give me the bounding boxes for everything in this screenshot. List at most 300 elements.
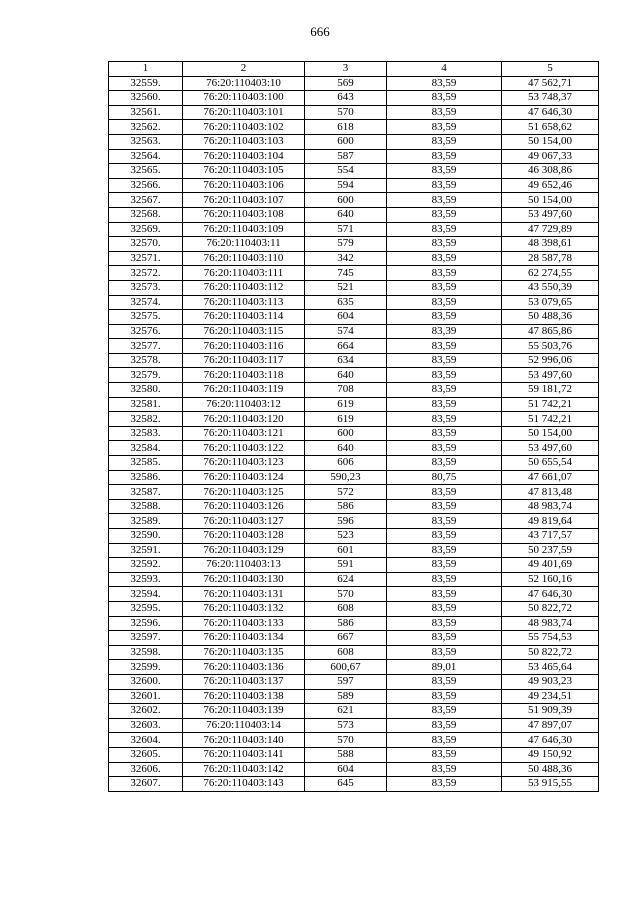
table-row xyxy=(109,747,599,762)
cadastral-number-cell: 76:20:110403:130 xyxy=(183,572,305,587)
row-number-cell: 32579. xyxy=(109,368,183,383)
cadastral-number-cell: 76:20:110403:127 xyxy=(183,514,305,529)
row-number-cell: 32602. xyxy=(109,704,183,719)
area-cell: 640 xyxy=(305,441,387,456)
rate-cell: 83,59 xyxy=(387,645,502,660)
area-cell: 591 xyxy=(305,558,387,573)
row-number-cell: 32598. xyxy=(109,645,183,660)
row-number-cell: 32590. xyxy=(109,529,183,544)
row-number-cell: 32586. xyxy=(109,470,183,485)
area-cell: 570 xyxy=(305,733,387,748)
amount-cell: 48 983,74 xyxy=(502,499,599,514)
row-number-cell: 32570. xyxy=(109,237,183,252)
amount-cell: 59 181,72 xyxy=(502,383,599,398)
table-row xyxy=(109,368,599,383)
table-row xyxy=(109,660,599,675)
row-number-cell: 32581. xyxy=(109,397,183,412)
amount-cell: 47 646,30 xyxy=(502,587,599,602)
amount-cell: 49 234,51 xyxy=(502,689,599,704)
cadastral-number-cell: 76:20:110403:125 xyxy=(183,485,305,500)
amount-cell: 46 308,86 xyxy=(502,164,599,179)
cadastral-number-cell: 76:20:110403:126 xyxy=(183,499,305,514)
table-row xyxy=(109,616,599,631)
row-number-cell: 32578. xyxy=(109,353,183,368)
row-number-cell: 32560. xyxy=(109,91,183,106)
rate-cell: 83,59 xyxy=(387,251,502,266)
table-row xyxy=(109,470,599,485)
area-cell: 572 xyxy=(305,485,387,500)
table-row xyxy=(109,193,599,208)
amount-cell: 49 819,64 xyxy=(502,514,599,529)
amount-cell: 50 822,72 xyxy=(502,645,599,660)
area-cell: 571 xyxy=(305,222,387,237)
row-number-cell: 32592. xyxy=(109,558,183,573)
cadastral-number-cell: 76:20:110403:134 xyxy=(183,631,305,646)
table-row xyxy=(109,485,599,500)
rate-cell: 83,59 xyxy=(387,718,502,733)
rate-cell: 83,59 xyxy=(387,733,502,748)
amount-cell: 50 154,00 xyxy=(502,426,599,441)
area-cell: 587 xyxy=(305,149,387,164)
cadastral-number-cell: 76:20:110403:121 xyxy=(183,426,305,441)
column-header: 1 xyxy=(109,62,183,77)
table-row xyxy=(109,412,599,427)
rate-cell: 83,59 xyxy=(387,762,502,777)
table-row xyxy=(109,120,599,135)
cadastral-number-cell: 76:20:110403:114 xyxy=(183,310,305,325)
amount-cell: 50 655,54 xyxy=(502,456,599,471)
amount-cell: 47 646,30 xyxy=(502,733,599,748)
cadastral-number-cell: 76:20:110403:112 xyxy=(183,280,305,295)
rate-cell: 83,59 xyxy=(387,514,502,529)
row-number-cell: 32572. xyxy=(109,266,183,281)
area-cell: 608 xyxy=(305,645,387,660)
rate-cell: 83,59 xyxy=(387,295,502,310)
area-cell: 569 xyxy=(305,76,387,91)
rate-cell: 83,59 xyxy=(387,601,502,616)
area-cell: 621 xyxy=(305,704,387,719)
row-number-cell: 32605. xyxy=(109,747,183,762)
row-number-cell: 32589. xyxy=(109,514,183,529)
amount-cell: 53 497,60 xyxy=(502,368,599,383)
row-number-cell: 32584. xyxy=(109,441,183,456)
row-number-cell: 32591. xyxy=(109,543,183,558)
amount-cell: 49 903,23 xyxy=(502,674,599,689)
table-row xyxy=(109,310,599,325)
rate-cell: 83,59 xyxy=(387,747,502,762)
row-number-cell: 32597. xyxy=(109,631,183,646)
cadastral-number-cell: 76:20:110403:131 xyxy=(183,587,305,602)
area-cell: 606 xyxy=(305,456,387,471)
cadastral-number-cell: 76:20:110403:119 xyxy=(183,383,305,398)
table-row xyxy=(109,777,599,792)
amount-cell: 49 652,46 xyxy=(502,178,599,193)
row-number-cell: 32594. xyxy=(109,587,183,602)
cadastral-number-cell: 76:20:110403:137 xyxy=(183,674,305,689)
table-row xyxy=(109,324,599,339)
amount-cell: 50 154,00 xyxy=(502,193,599,208)
cadastral-number-cell: 76:20:110403:129 xyxy=(183,543,305,558)
rate-cell: 83,59 xyxy=(387,426,502,441)
cadastral-number-cell: 76:20:110403:120 xyxy=(183,412,305,427)
table-row xyxy=(109,426,599,441)
area-cell: 604 xyxy=(305,762,387,777)
table-row xyxy=(109,718,599,733)
amount-cell: 51 909,39 xyxy=(502,704,599,719)
table-row xyxy=(109,689,599,704)
amount-cell: 51 742,21 xyxy=(502,397,599,412)
rate-cell: 83,59 xyxy=(387,310,502,325)
area-cell: 523 xyxy=(305,529,387,544)
rate-cell: 83,59 xyxy=(387,91,502,106)
row-number-cell: 32575. xyxy=(109,310,183,325)
area-cell: 590,23 xyxy=(305,470,387,485)
table-row xyxy=(109,456,599,471)
area-cell: 600 xyxy=(305,134,387,149)
row-number-cell: 32565. xyxy=(109,164,183,179)
rate-cell: 83,59 xyxy=(387,178,502,193)
row-number-cell: 32588. xyxy=(109,499,183,514)
row-number-cell: 32580. xyxy=(109,383,183,398)
table-row xyxy=(109,266,599,281)
data-table xyxy=(108,61,599,792)
rate-cell: 83,59 xyxy=(387,689,502,704)
area-cell: 596 xyxy=(305,514,387,529)
table-header xyxy=(109,62,599,77)
amount-cell: 49 401,69 xyxy=(502,558,599,573)
rate-cell: 83,59 xyxy=(387,485,502,500)
area-cell: 667 xyxy=(305,631,387,646)
row-number-cell: 32601. xyxy=(109,689,183,704)
table-row xyxy=(109,383,599,398)
rate-cell: 83,59 xyxy=(387,353,502,368)
rate-cell: 83,59 xyxy=(387,558,502,573)
amount-cell: 55 754,53 xyxy=(502,631,599,646)
cadastral-number-cell: 76:20:110403:138 xyxy=(183,689,305,704)
table-row xyxy=(109,733,599,748)
amount-cell: 51 658,62 xyxy=(502,120,599,135)
area-cell: 521 xyxy=(305,280,387,295)
rate-cell: 83,59 xyxy=(387,76,502,91)
rate-cell: 89,01 xyxy=(387,660,502,675)
rate-cell: 83,59 xyxy=(387,193,502,208)
rate-cell: 83,59 xyxy=(387,631,502,646)
cadastral-number-cell: 76:20:110403:109 xyxy=(183,222,305,237)
cadastral-number-cell: 76:20:110403:115 xyxy=(183,324,305,339)
table-row xyxy=(109,704,599,719)
cadastral-number-cell: 76:20:110403:13 xyxy=(183,558,305,573)
table-row xyxy=(109,149,599,164)
row-number-cell: 32564. xyxy=(109,149,183,164)
table-row xyxy=(109,572,599,587)
rate-cell: 83,59 xyxy=(387,543,502,558)
rate-cell: 83,59 xyxy=(387,149,502,164)
cadastral-number-cell: 76:20:110403:139 xyxy=(183,704,305,719)
row-number-cell: 32593. xyxy=(109,572,183,587)
row-number-cell: 32582. xyxy=(109,412,183,427)
cadastral-number-cell: 76:20:110403:132 xyxy=(183,601,305,616)
amount-cell: 48 398,61 xyxy=(502,237,599,252)
rate-cell: 83,59 xyxy=(387,134,502,149)
table-row xyxy=(109,631,599,646)
table-row xyxy=(109,645,599,660)
rate-cell: 83,59 xyxy=(387,499,502,514)
area-cell: 604 xyxy=(305,310,387,325)
table-row xyxy=(109,164,599,179)
area-cell: 708 xyxy=(305,383,387,398)
cadastral-number-cell: 76:20:110403:122 xyxy=(183,441,305,456)
cadastral-number-cell: 76:20:110403:111 xyxy=(183,266,305,281)
area-cell: 594 xyxy=(305,178,387,193)
row-number-cell: 32559. xyxy=(109,76,183,91)
row-number-cell: 32607. xyxy=(109,777,183,792)
cadastral-number-cell: 76:20:110403:12 xyxy=(183,397,305,412)
area-cell: 643 xyxy=(305,91,387,106)
cadastral-number-cell: 76:20:110403:142 xyxy=(183,762,305,777)
cadastral-number-cell: 76:20:110403:105 xyxy=(183,164,305,179)
cadastral-number-cell: 76:20:110403:14 xyxy=(183,718,305,733)
rate-cell: 83,59 xyxy=(387,456,502,471)
area-cell: 640 xyxy=(305,207,387,222)
area-cell: 570 xyxy=(305,587,387,602)
cadastral-number-cell: 76:20:110403:136 xyxy=(183,660,305,675)
area-cell: 600 xyxy=(305,426,387,441)
row-number-cell: 32571. xyxy=(109,251,183,266)
row-number-cell: 32583. xyxy=(109,426,183,441)
table-row xyxy=(109,134,599,149)
cadastral-number-cell: 76:20:110403:103 xyxy=(183,134,305,149)
amount-cell: 50 488,36 xyxy=(502,762,599,777)
row-number-cell: 32573. xyxy=(109,280,183,295)
rate-cell: 83,59 xyxy=(387,572,502,587)
cadastral-number-cell: 76:20:110403:133 xyxy=(183,616,305,631)
area-cell: 573 xyxy=(305,718,387,733)
row-number-cell: 32562. xyxy=(109,120,183,135)
area-cell: 624 xyxy=(305,572,387,587)
amount-cell: 47 562,71 xyxy=(502,76,599,91)
amount-cell: 47 897,07 xyxy=(502,718,599,733)
amount-cell: 52 160,16 xyxy=(502,572,599,587)
header-row xyxy=(109,62,599,77)
table-row xyxy=(109,441,599,456)
area-cell: 640 xyxy=(305,368,387,383)
table-row xyxy=(109,529,599,544)
cadastral-number-cell: 76:20:110403:110 xyxy=(183,251,305,266)
cadastral-number-cell: 76:20:110403:116 xyxy=(183,339,305,354)
table-row xyxy=(109,514,599,529)
row-number-cell: 32596. xyxy=(109,616,183,631)
cadastral-number-cell: 76:20:110403:113 xyxy=(183,295,305,310)
rate-cell: 83,59 xyxy=(387,777,502,792)
table-row xyxy=(109,339,599,354)
amount-cell: 47 729,89 xyxy=(502,222,599,237)
area-cell: 608 xyxy=(305,601,387,616)
rate-cell: 83,59 xyxy=(387,587,502,602)
row-number-cell: 32603. xyxy=(109,718,183,733)
rate-cell: 83,59 xyxy=(387,222,502,237)
amount-cell: 47 813,48 xyxy=(502,485,599,500)
row-number-cell: 32574. xyxy=(109,295,183,310)
cadastral-number-cell: 76:20:110403:128 xyxy=(183,529,305,544)
amount-cell: 50 154,00 xyxy=(502,134,599,149)
table-row xyxy=(109,76,599,91)
row-number-cell: 32567. xyxy=(109,193,183,208)
amount-cell: 43 550,39 xyxy=(502,280,599,295)
area-cell: 600 xyxy=(305,193,387,208)
area-cell: 635 xyxy=(305,295,387,310)
amount-cell: 50 237,59 xyxy=(502,543,599,558)
cadastral-number-cell: 76:20:110403:10 xyxy=(183,76,305,91)
amount-cell: 53 748,37 xyxy=(502,91,599,106)
amount-cell: 62 274,55 xyxy=(502,266,599,281)
table-row xyxy=(109,207,599,222)
rate-cell: 83,59 xyxy=(387,237,502,252)
row-number-cell: 32563. xyxy=(109,134,183,149)
area-cell: 589 xyxy=(305,689,387,704)
table-row xyxy=(109,674,599,689)
area-cell: 588 xyxy=(305,747,387,762)
area-cell: 554 xyxy=(305,164,387,179)
table-row xyxy=(109,280,599,295)
cadastral-number-cell: 76:20:110403:101 xyxy=(183,105,305,120)
column-header: 3 xyxy=(305,62,387,77)
table-row xyxy=(109,587,599,602)
rate-cell: 83,59 xyxy=(387,616,502,631)
amount-cell: 47 865,86 xyxy=(502,324,599,339)
cadastral-number-cell: 76:20:110403:11 xyxy=(183,237,305,252)
rate-cell: 83,59 xyxy=(387,529,502,544)
cadastral-number-cell: 76:20:110403:107 xyxy=(183,193,305,208)
table-row xyxy=(109,762,599,777)
row-number-cell: 32561. xyxy=(109,105,183,120)
row-number-cell: 32568. xyxy=(109,207,183,222)
cadastral-number-cell: 76:20:110403:102 xyxy=(183,120,305,135)
amount-cell: 53 079,65 xyxy=(502,295,599,310)
row-number-cell: 32585. xyxy=(109,456,183,471)
column-header: 2 xyxy=(183,62,305,77)
rate-cell: 83,59 xyxy=(387,412,502,427)
cadastral-number-cell: 76:20:110403:135 xyxy=(183,645,305,660)
cadastral-number-cell: 76:20:110403:118 xyxy=(183,368,305,383)
cadastral-number-cell: 76:20:110403:117 xyxy=(183,353,305,368)
amount-cell: 53 915,55 xyxy=(502,777,599,792)
cadastral-number-cell: 76:20:110403:143 xyxy=(183,777,305,792)
table-row xyxy=(109,397,599,412)
rate-cell: 83,59 xyxy=(387,280,502,295)
area-cell: 645 xyxy=(305,777,387,792)
rate-cell: 83,59 xyxy=(387,383,502,398)
area-cell: 634 xyxy=(305,353,387,368)
area-cell: 574 xyxy=(305,324,387,339)
amount-cell: 53 497,60 xyxy=(502,207,599,222)
row-number-cell: 32600. xyxy=(109,674,183,689)
table-body xyxy=(109,76,599,791)
row-number-cell: 32599. xyxy=(109,660,183,675)
cadastral-number-cell: 76:20:110403:104 xyxy=(183,149,305,164)
amount-cell: 43 717,57 xyxy=(502,529,599,544)
column-header: 4 xyxy=(387,62,502,77)
area-cell: 601 xyxy=(305,543,387,558)
amount-cell: 55 503,76 xyxy=(502,339,599,354)
amount-cell: 51 742,21 xyxy=(502,412,599,427)
table-row xyxy=(109,237,599,252)
rate-cell: 83,59 xyxy=(387,164,502,179)
table-row xyxy=(109,353,599,368)
cadastral-number-cell: 76:20:110403:123 xyxy=(183,456,305,471)
column-header: 5 xyxy=(502,62,599,77)
row-number-cell: 32577. xyxy=(109,339,183,354)
rate-cell: 83,59 xyxy=(387,120,502,135)
row-number-cell: 32576. xyxy=(109,324,183,339)
area-cell: 619 xyxy=(305,397,387,412)
amount-cell: 50 488,36 xyxy=(502,310,599,325)
table-row xyxy=(109,178,599,193)
area-cell: 342 xyxy=(305,251,387,266)
table-row xyxy=(109,499,599,514)
row-number-cell: 32595. xyxy=(109,601,183,616)
amount-cell: 52 996,06 xyxy=(502,353,599,368)
area-cell: 597 xyxy=(305,674,387,689)
cadastral-number-cell: 76:20:110403:100 xyxy=(183,91,305,106)
area-cell: 618 xyxy=(305,120,387,135)
rate-cell: 83,59 xyxy=(387,105,502,120)
rate-cell: 83,59 xyxy=(387,674,502,689)
amount-cell: 49 150,92 xyxy=(502,747,599,762)
area-cell: 586 xyxy=(305,499,387,514)
amount-cell: 50 822,72 xyxy=(502,601,599,616)
row-number-cell: 32604. xyxy=(109,733,183,748)
cadastral-number-cell: 76:20:110403:124 xyxy=(183,470,305,485)
rate-cell: 83,59 xyxy=(387,441,502,456)
amount-cell: 49 067,33 xyxy=(502,149,599,164)
table-row xyxy=(109,91,599,106)
table-row xyxy=(109,105,599,120)
rate-cell: 83,39 xyxy=(387,324,502,339)
row-number-cell: 32569. xyxy=(109,222,183,237)
area-cell: 619 xyxy=(305,412,387,427)
cadastral-number-cell: 76:20:110403:106 xyxy=(183,178,305,193)
area-cell: 586 xyxy=(305,616,387,631)
table-row xyxy=(109,601,599,616)
table-row xyxy=(109,543,599,558)
rate-cell: 83,59 xyxy=(387,339,502,354)
rate-cell: 83,59 xyxy=(387,397,502,412)
rate-cell: 83,59 xyxy=(387,207,502,222)
area-cell: 579 xyxy=(305,237,387,252)
amount-cell: 53 465,64 xyxy=(502,660,599,675)
cadastral-number-cell: 76:20:110403:141 xyxy=(183,747,305,762)
area-cell: 664 xyxy=(305,339,387,354)
table-row xyxy=(109,222,599,237)
row-number-cell: 32606. xyxy=(109,762,183,777)
page-number: 666 xyxy=(310,24,330,39)
table-row xyxy=(109,558,599,573)
cadastral-number-cell: 76:20:110403:140 xyxy=(183,733,305,748)
row-number-cell: 32566. xyxy=(109,178,183,193)
table-row xyxy=(109,251,599,266)
amount-cell: 47 661,07 xyxy=(502,470,599,485)
rate-cell: 83,59 xyxy=(387,704,502,719)
area-cell: 570 xyxy=(305,105,387,120)
amount-cell: 53 497,60 xyxy=(502,441,599,456)
rate-cell: 80,75 xyxy=(387,470,502,485)
area-cell: 745 xyxy=(305,266,387,281)
rate-cell: 83,59 xyxy=(387,368,502,383)
rate-cell: 83,59 xyxy=(387,266,502,281)
amount-cell: 48 983,74 xyxy=(502,616,599,631)
amount-cell: 28 587,78 xyxy=(502,251,599,266)
table-row xyxy=(109,295,599,310)
